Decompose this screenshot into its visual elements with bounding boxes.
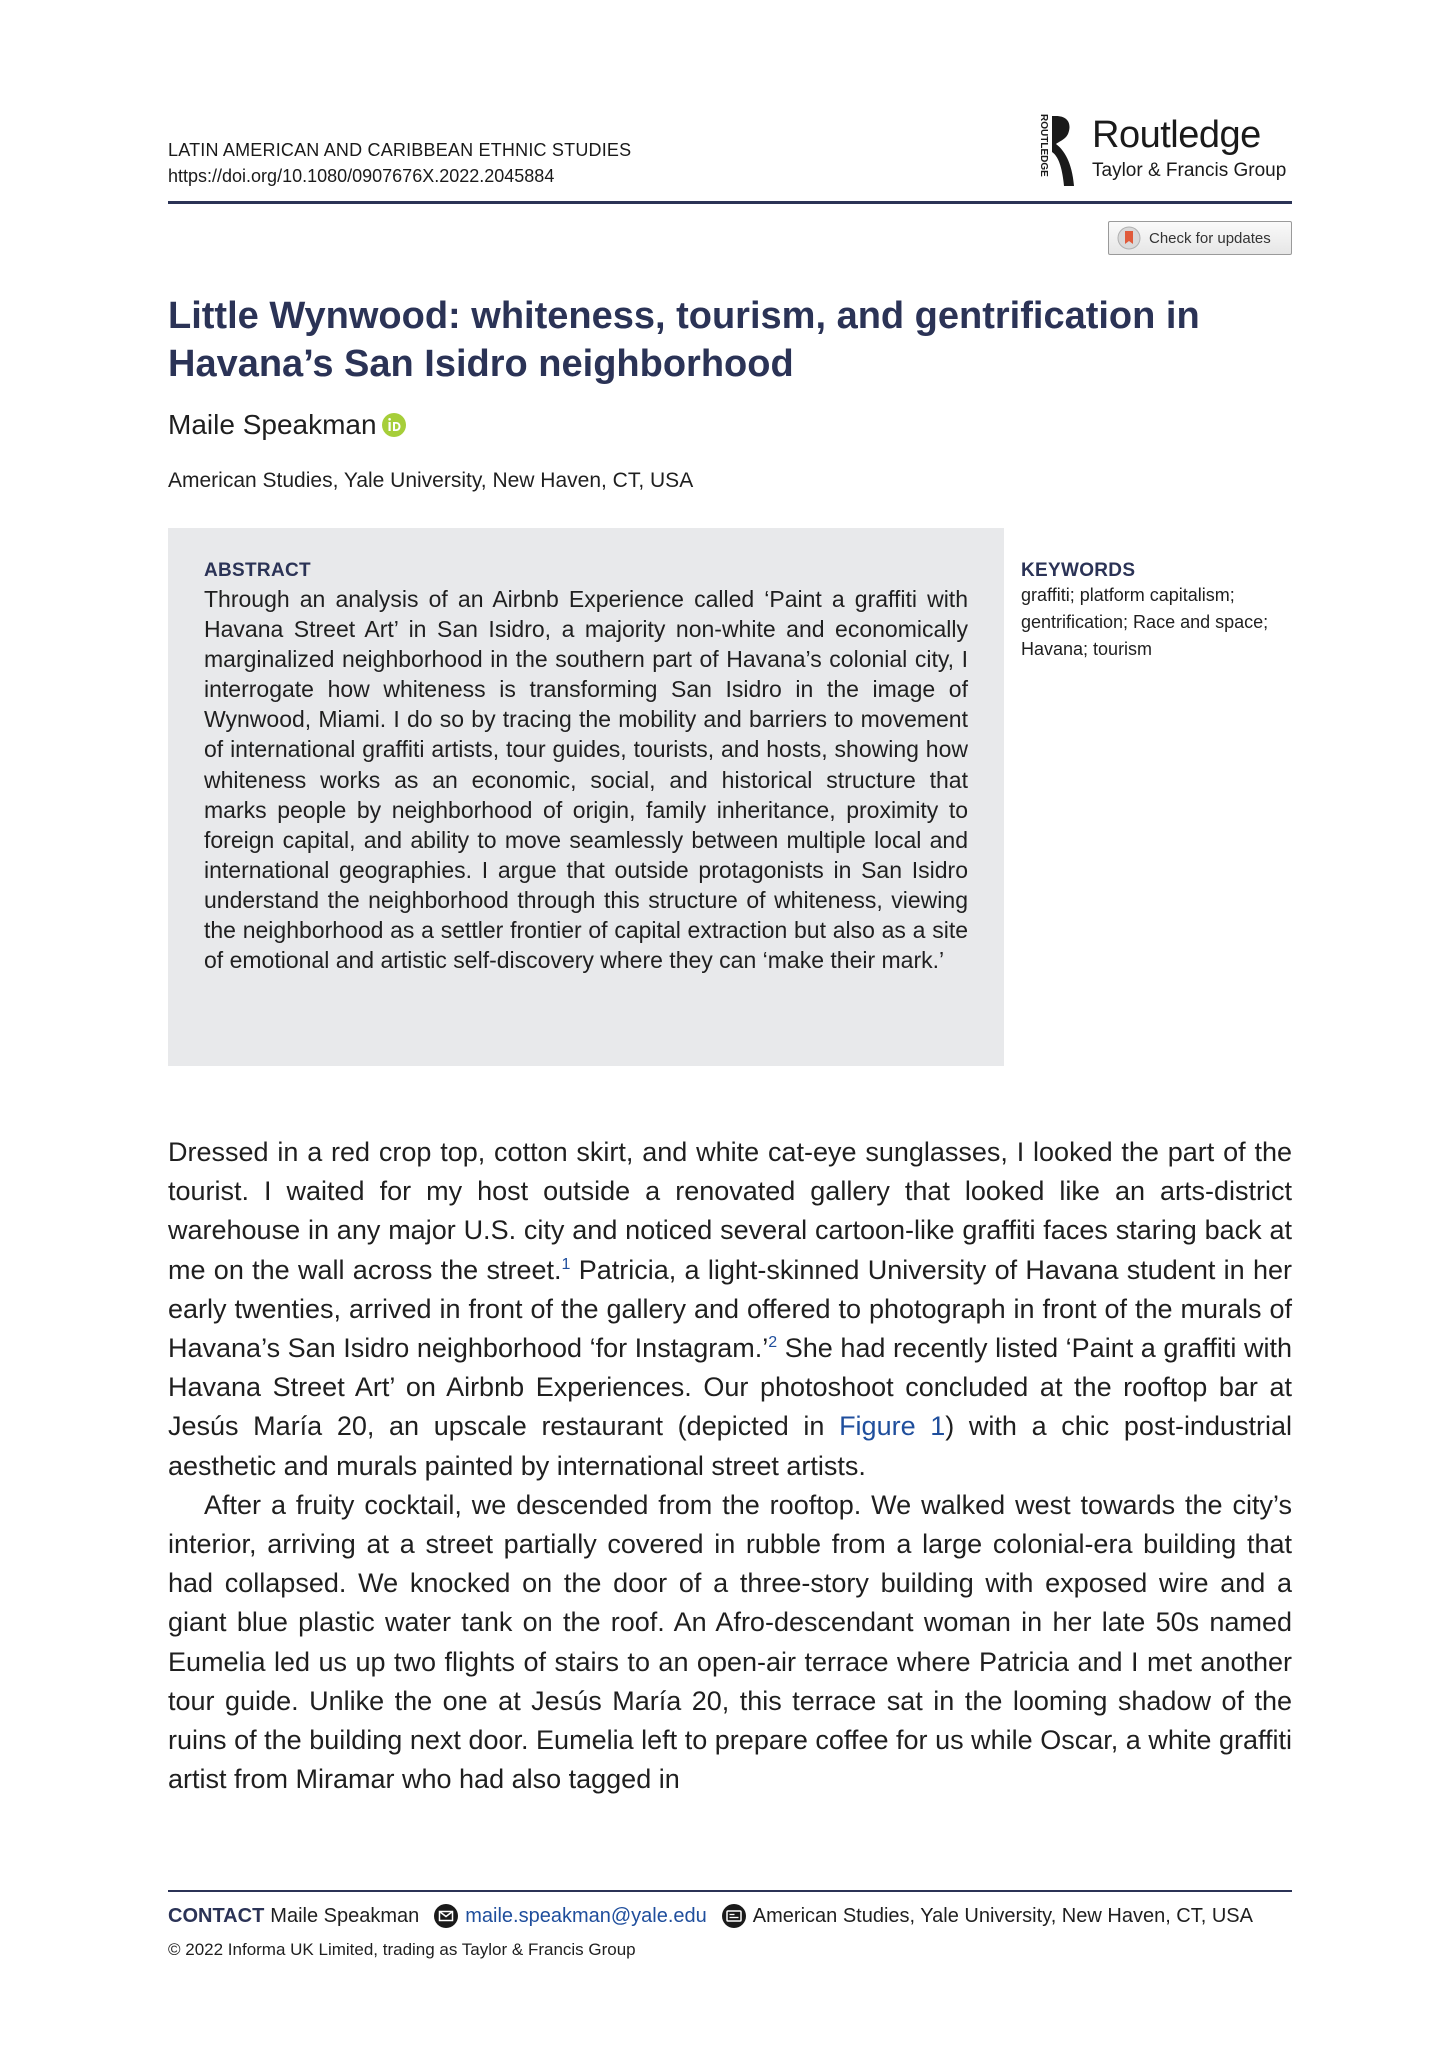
abstract-text: Through an analysis of an Airbnb Experience called ‘Paint a graffiti with Havana Street Art’ in San Isidro, a majority non-white and economically marginalized neighborhood in the southern part of Havana’s colonial city, I interrogate how whiteness is transforming San Isidro in the image of Wynwood, Miami. I do so by tracing the mobility and barriers to movement of international graffiti artists, tour guides, tourists, and hosts, showing how whiteness works as an economic, social, and historical structure that marks people by neighborhood of origin, family inheritance, proximity to foreign capital, and ability to move seamlessly between multiple local and international geographies. I argue that outside protagonists in San Isidro understand the neighborhood through this structure of whiteness, viewing the neighborhood as a settler frontier of capital extraction but also as a site of emotional and artistic self-discovery where they can ‘make their mark.’ [204,586,968,974]
check-for-updates-button[interactable] [1108,221,1292,255]
footer-divider [168,1890,1292,1892]
author-affiliation: American Studies, Yale University, New Haven, CT, USA [168,469,694,492]
header-divider [168,201,1292,204]
article-title: Little Wynwood: whiteness, tourism, and gentrification in Havana’s San Isidro neighborhood [168,295,1200,385]
mail-icon [433,1903,459,1929]
paragraph-text: She had recently listed ‘Paint a graffiti with Havana Street Art’ on Airbnb Experiences. Our photoshoot concluded at the rooftop bar at Jesús María 20, an upscale restaurant (depicted in [168,1333,1293,1442]
journal-name: LATIN AMERICAN AND CARIBBEAN ETHNIC STUDIES [168,140,632,160]
footnote-ref-1[interactable]: 1 [561,1255,571,1273]
contact-address: American Studies, Yale University, New Haven, CT, USA [752,1904,1253,1927]
paragraph-text: Patricia, a light-skinned University of Havana student in her early twenties, arrived in front of the gallery and offered to photograph in front of the murals of Havana’s San Isidro neighborhood ‘for Instagram.’ [168,1254,1292,1364]
body-paragraph-1 [168,1133,1292,1486]
abstract-box [168,528,1004,1066]
author-line [168,409,407,441]
figure-1-link[interactable]: Figure 1 [839,1411,946,1442]
check-for-updates-label: Check for updates [1149,229,1271,247]
routledge-mark-icon [1032,110,1076,190]
publisher-name: Routledge [1092,114,1261,156]
paragraph-text: ) with a chic post-industrial aesthetic and murals painted by international street artists. [168,1411,1292,1481]
copyright-notice: © 2022 Informa UK Limited, trading as Taylor & Francis Group [168,1940,636,1959]
body-paragraph-2: After a fruity cocktail, we descended from the rooftop. We walked west towards the city’s interior, arriving at a street partially covered in rubble from a large colonial-era building that had collapsed. We knocked on the door of a three-story building with exposed wire and a giant blue plastic water tank on the roof. An Afro-descendant woman in her late 50s named Eumelia led us up two flights of stairs to an open-air terrace where Patricia and I met another tour guide. Unlike the one at Jesús María 20, this terrace sat in the looming shadow of the ruins of the building next door. Eumelia left to prepare coffee for us while Oscar, a white graffiti artist from Miramar who had also tagged in [168,1489,1292,1795]
keywords-heading: KEYWORDS [1021,560,1136,581]
contact-name: Maile Speakman [270,1904,420,1927]
orcid-icon[interactable] [381,412,407,438]
address-card-icon [721,1903,747,1929]
contact-email-link[interactable]: maile.speakman@yale.edu [465,1904,707,1927]
footnote-ref-2[interactable]: 2 [768,1334,778,1352]
paragraph-text: Dressed in a red crop top, cotton skirt, and white cat-eye sunglasses, I looked the part of the tourist. I waited for my host outside a renovated gallery that looked like an arts-district warehouse in any major U.S. city and noticed several cartoon-like graffiti faces staring back at me on the wall across the street. [168,1137,1292,1285]
contact-label: CONTACT [168,1904,265,1927]
keywords-list: graffiti; platform capitalism; gentrification; Race and space; Havana; tourism [1021,585,1269,659]
keywords-panel [1021,560,1301,663]
routledge-mark-text: ROUTLEDGE [1038,114,1049,177]
article-body [168,1133,1292,1799]
contact-line [168,1903,1292,1929]
publisher-group: Taylor & Francis Group [1092,160,1287,181]
doi-link[interactable]: https://doi.org/10.1080/0907676X.2022.2045884 [168,166,555,186]
bookmark-badge-icon [1117,226,1141,250]
publisher-logo[interactable] [1032,110,1292,190]
abstract-heading: ABSTRACT [204,560,311,581]
author-name[interactable]: Maile Speakman [168,409,377,440]
